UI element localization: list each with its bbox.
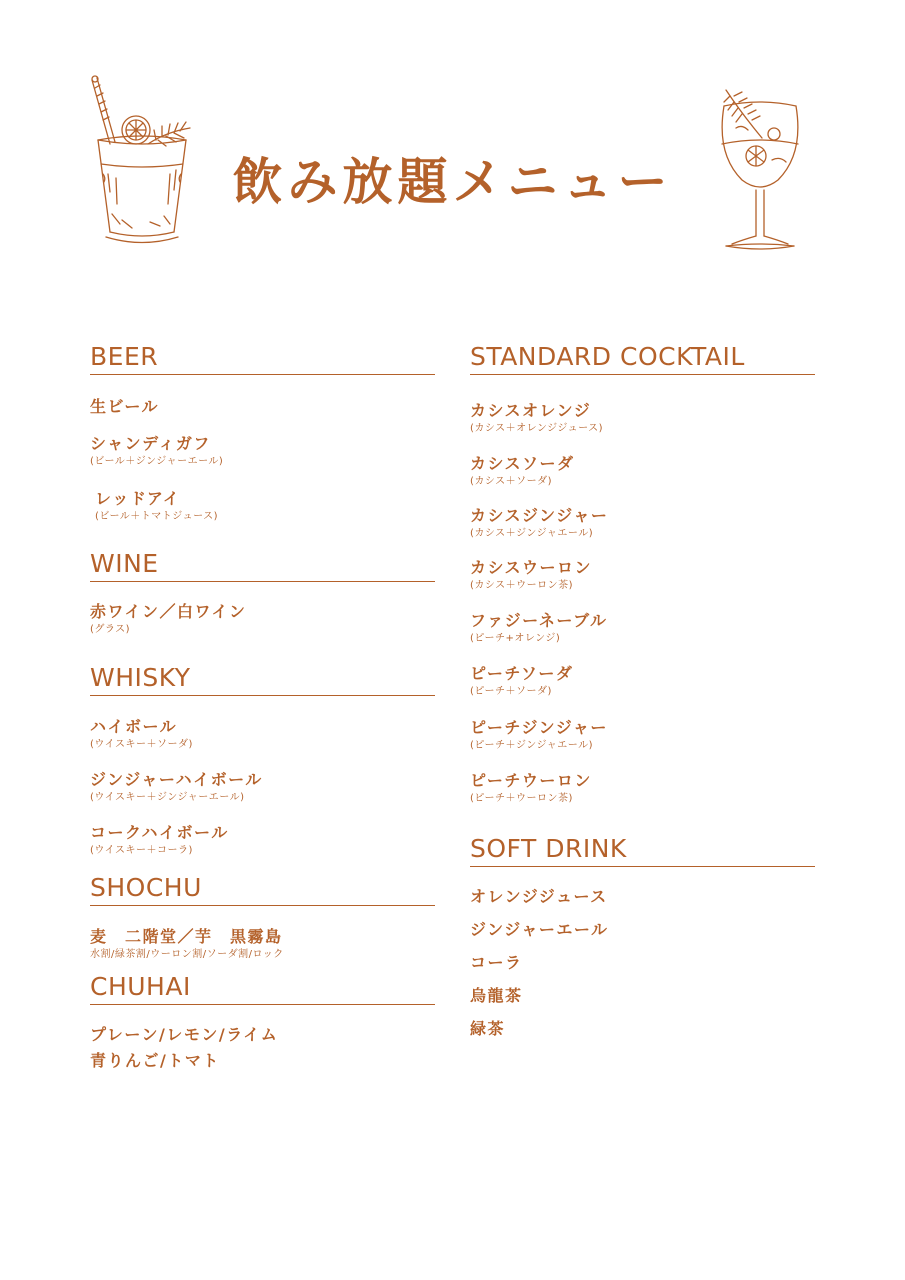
item-name: 生ビール (90, 397, 160, 416)
section-heading: WINE (90, 549, 435, 582)
list-item (470, 664, 573, 699)
item-name: 烏龍茶 (470, 986, 523, 1005)
item-description: (ウイスキー＋ソーダ) (90, 739, 193, 750)
item-name: カシスジンジャー (470, 506, 609, 525)
item-name: 麦 二階堂／芋 黒霧島 (90, 927, 283, 946)
item-description: (ウイスキー＋コーラ) (90, 845, 193, 856)
item-name: レッドアイ (95, 489, 181, 508)
item-description: (ビール＋ジンジャーエール) (90, 456, 224, 467)
list-item (90, 1051, 220, 1071)
list-item (470, 1019, 505, 1039)
item-name: ピーチソーダ (470, 664, 574, 683)
list-item (470, 611, 607, 646)
section-whisky (90, 663, 435, 856)
section-heading: CHUHAI (90, 972, 435, 1005)
item-name: カシスオレンジ (470, 401, 592, 420)
item-name: カシスソーダ (470, 454, 575, 473)
list-item (470, 718, 608, 753)
item-description: (ウイスキー＋ジンジャーエール) (90, 792, 245, 803)
item-description: (カシス＋オレンジジュース) (470, 423, 604, 434)
item-name: コークハイボール (90, 823, 229, 842)
item-name: 赤ワイン／白ワイン (90, 602, 247, 621)
section-heading: SOFT DRINK (470, 834, 815, 867)
item-description: (グラス) (90, 624, 131, 635)
item-name: ジンジャーハイボール (90, 770, 263, 789)
section-heading: WHISKY (90, 663, 435, 696)
item-name: コーラ (470, 953, 523, 972)
list-item (90, 823, 229, 858)
list-item (90, 717, 193, 752)
list-item (470, 454, 575, 489)
item-description: (カシス＋ウーロン茶) (470, 580, 574, 591)
list-item (470, 506, 608, 541)
item-name: ピーチウーロン (470, 771, 592, 790)
list-item (470, 986, 523, 1006)
item-description: 水割/緑茶割/ウーロン割/ソーダ割/ロック (90, 949, 284, 960)
item-description: (カシス＋ジンジャエール) (470, 528, 594, 539)
list-item (90, 1025, 278, 1045)
item-description: (ピーチ＋ジンジャエール) (470, 740, 594, 751)
list-item (90, 397, 159, 417)
section-heading: SHOCHU (90, 873, 435, 906)
section-heading: STANDARD COCKTAIL (470, 342, 815, 375)
section-standard-cocktail (470, 342, 815, 804)
list-item (470, 771, 592, 806)
item-name: シャンディガフ (90, 434, 211, 453)
item-name: カシスウーロン (470, 558, 593, 577)
section-beer (90, 342, 435, 522)
list-item (470, 953, 523, 973)
list-item (90, 602, 247, 637)
section-shochu (90, 873, 435, 960)
item-name: ピーチジンジャー (470, 718, 608, 737)
page-title: 飲み放題メニュー (232, 153, 673, 211)
item-name: 緑茶 (470, 1019, 506, 1038)
list-item (90, 927, 284, 962)
item-description: (ピーチ＋ソーダ) (470, 686, 552, 697)
list-item (470, 920, 609, 940)
item-description: (ピーチ+オレンジ) (470, 633, 561, 644)
section-wine (90, 549, 435, 635)
list-item (90, 770, 263, 805)
list-item (90, 434, 223, 469)
item-name: ハイボール (90, 717, 178, 736)
item-name: ファジーネーブル (470, 611, 608, 630)
item-name: オレンジジュース (470, 887, 608, 906)
section-heading: BEER (90, 342, 435, 375)
list-item (470, 887, 608, 907)
item-name: ジンジャーエール (470, 920, 609, 939)
item-description: (ピーチ＋ウーロン茶) (470, 793, 573, 804)
item-name: プレーン/レモン/ライム (90, 1025, 279, 1044)
list-item (470, 558, 592, 593)
list-item (470, 401, 603, 436)
wine-glass-icon (712, 84, 808, 256)
section-soft-drink (470, 834, 815, 1038)
section-chuhai (90, 972, 435, 1070)
item-description: (カシス＋ソーダ) (470, 476, 553, 487)
list-item (95, 489, 218, 524)
item-name: 青りんご/トマト (90, 1051, 220, 1070)
item-description: (ビール＋トマトジュース) (95, 511, 219, 522)
